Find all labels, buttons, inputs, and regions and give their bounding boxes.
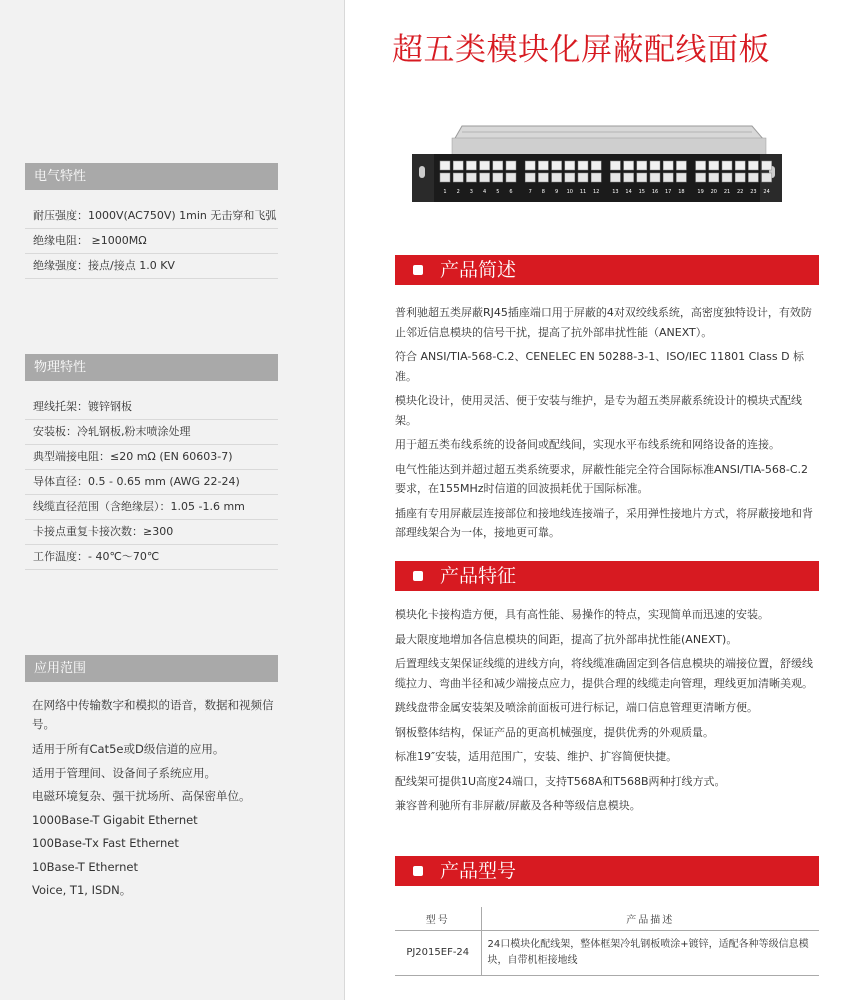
panel-port [440, 161, 450, 170]
panel-port [466, 161, 476, 170]
model-table [395, 907, 819, 976]
square-bullet-icon [413, 866, 423, 876]
port-number: 10 [566, 189, 573, 195]
paragraph: 插座有专用屏蔽层连接部位和接地线连接端子，采用弹性接地片方式，将屏蔽接地和背部理线架合为一体，接地更可靠。 [395, 506, 813, 539]
port-number: 19 [697, 189, 704, 195]
spec-row: 安装板：冷轧钢板,粉末喷涂处理 [25, 420, 278, 445]
port-number: 12 [593, 189, 600, 195]
list-item: Voice, T1, ISDN。 [32, 883, 132, 897]
spec-row: 绝缘电阻： ≥1000MΩ [25, 229, 278, 254]
paragraph: 后置理线支架保证线缆的进线方向，将线缆准确固定到各信息模块的端接位置，舒缓线缆拉力、弯曲半径和减少端接点应力，提供合理的线缆走向管理，理线更加清晰美观。 [395, 657, 813, 690]
spec-row: 理线托架：镀锌钢板 [25, 395, 278, 420]
spec-row: 典型端接电阻：≤20 mΩ (EN 60603-7) [25, 445, 278, 470]
square-bullet-icon [413, 571, 423, 581]
paragraph: 跳线盘带金属安装架及喷涂前面板可进行标记，端口信息管理更清晰方便。 [395, 701, 758, 714]
square-bullet-icon [413, 265, 423, 275]
port-number: 1 [443, 189, 447, 195]
panel-port [565, 161, 575, 170]
port-number: 17 [665, 189, 672, 195]
port-number: 16 [651, 189, 659, 195]
panel-port [591, 161, 601, 170]
application-list [32, 696, 282, 903]
panel-port-lower [709, 173, 719, 182]
panel-port-lower [762, 173, 772, 182]
spec-row: 工作温度：- 40℃～70℃ [25, 545, 278, 570]
panel-port-lower [591, 173, 601, 182]
panel-port-lower [493, 173, 503, 182]
panel-port [538, 161, 548, 170]
application-heading: 应用范围 [25, 655, 278, 682]
panel-port [578, 161, 588, 170]
panel-port-lower [722, 173, 732, 182]
panel-port-lower [453, 173, 463, 182]
panel-port-lower [650, 173, 660, 182]
spec-row: 耐压强度：1000V(AC750V) 1min 无击穿和飞弧 [25, 204, 278, 229]
list-item: 适用于所有Cat5e或D级信道的应用。 [32, 742, 225, 756]
list-item: 1000Base-T Gigabit Ethernet [32, 812, 198, 827]
port-number: 24 [763, 189, 770, 195]
paragraph: 钢板整体结构，保证产品的更高机械强度，提供优秀的外观质量。 [395, 725, 714, 739]
panel-port-lower [637, 173, 647, 182]
models-heading: 产品型号 [440, 860, 517, 882]
panel-port [676, 161, 686, 170]
physical-list [25, 395, 278, 570]
features-text [395, 605, 819, 821]
spec-row: 线缆直径范围（含绝缘层）：1.05 -1.6 mm [25, 495, 278, 520]
panel-port-lower [525, 173, 535, 182]
port-number: 9 [555, 189, 559, 195]
overview-text [395, 303, 819, 548]
features-heading: 产品特征 [440, 565, 517, 587]
paragraph: 标准19″安装，适用范围广，安装、维护、扩容简便快捷。 [395, 750, 678, 763]
description-cell: 24口模块化配线架，整体框架冷轧钢板喷涂+镀锌，适配各种等级信息模块，自带机柜接地线 [481, 930, 819, 975]
panel-port-lower [610, 173, 620, 182]
panel-port-lower [624, 173, 634, 182]
panel-port-lower [578, 173, 588, 182]
table-header-row [395, 907, 819, 930]
panel-port [552, 161, 562, 170]
list-item: 适用于管理间、设备间子系统应用。 [32, 765, 216, 780]
port-number: 3 [469, 189, 473, 195]
panel-port-lower [696, 173, 706, 182]
spec-sidebar [0, 0, 345, 1000]
port-number: 8 [541, 189, 545, 195]
model-cell: PJ2015EF-24 [395, 930, 481, 975]
paragraph: 符合 ANSI/TIA-568-C.2、CENELEC EN 50288-3-1、ISO/IEC 11801 Class D 标准。 [395, 350, 805, 383]
spec-row: 卡接点重复卡接次数：≥300 [25, 520, 278, 545]
panel-port-lower [538, 173, 548, 182]
panel-port-lower [506, 173, 516, 182]
panel-port [610, 161, 620, 170]
list-item: 在网络中传输数字和模拟的语音，数据和视频信号。 [32, 698, 274, 731]
port-number: 21 [723, 189, 731, 195]
panel-port-lower [480, 173, 490, 182]
panel-port [637, 161, 647, 170]
panel-port [696, 161, 706, 170]
paragraph: 兼容普利驰所有非屏蔽/屏蔽及各种等级信息模块。 [395, 799, 641, 812]
port-number: 11 [579, 189, 587, 195]
overview-heading: 产品简述 [440, 259, 517, 281]
panel-port [525, 161, 535, 170]
port-number: 14 [625, 189, 632, 195]
paragraph: 最大限度地增加各信息模块的间距，提高了抗外部串扰性能(ANEXT)。 [395, 632, 738, 646]
paragraph: 模块化卡接构造方便，具有高性能、易操作的特点，实现简单而迅速的安装。 [395, 608, 769, 621]
port-number: 4 [483, 189, 487, 195]
spec-row: 绝缘强度：接点/接点 1.0 KV [25, 254, 278, 279]
panel-port [762, 161, 772, 170]
panel-port-lower [663, 173, 673, 182]
paragraph: 电气性能达到并超过超五类系统要求，屏蔽性能完全符合国际标准ANSI/TIA-568-C.2 要求，在155MHz时信道的回波损耗优于国际标准。 [395, 462, 809, 495]
column-header-model: 型号 [395, 907, 481, 930]
list-item: 100Base-Tx Fast Ethernet [32, 836, 179, 850]
panel-port [650, 161, 660, 170]
panel-port [735, 161, 745, 170]
spec-row: 导体直径：0.5 - 0.65 mm (AWG 22-24) [25, 470, 278, 495]
port-number: 2 [456, 189, 460, 195]
patch-panel-image [412, 124, 782, 206]
panel-port [506, 161, 516, 170]
panel-port-lower [440, 173, 450, 182]
column-header-description: 产品描述 [481, 907, 819, 930]
features-section-bar [395, 561, 819, 591]
panel-port [480, 161, 490, 170]
list-item: 电磁环境复杂、强干扰场所、高保密单位。 [32, 789, 251, 803]
page-title: 超五类模块化屏蔽配线面板 [392, 32, 770, 68]
panel-port [709, 161, 719, 170]
panel-port-lower [552, 173, 562, 182]
electrical-heading: 电气特性 [25, 163, 278, 190]
port-number: 22 [737, 189, 744, 195]
port-number: 7 [528, 189, 532, 195]
port-number: 5 [496, 189, 500, 195]
panel-port-lower [735, 173, 745, 182]
panel-port-lower [565, 173, 575, 182]
port-number: 13 [612, 189, 619, 195]
panel-port-lower [466, 173, 476, 182]
panel-port [748, 161, 758, 170]
paragraph: 普利驰超五类屏蔽RJ45插座端口用于屏蔽的4对双绞线系统，高密度独特设计，有效防止邻近信息模块的信号干扰，提高了抗外部串扰性能（ANEXT）。 [395, 306, 812, 339]
electrical-list [25, 204, 278, 279]
list-item: 10Base-T Ethernet [32, 859, 138, 874]
port-number: 23 [750, 189, 757, 195]
port-number: 15 [638, 189, 645, 195]
panel-port-lower [676, 173, 686, 182]
models-section-bar [395, 856, 819, 886]
panel-port [663, 161, 673, 170]
paragraph: 模块化设计，使用灵活、便于安装与维护，是专为超五类屏蔽系统设计的模块式配线架。 [395, 394, 802, 427]
table-row [395, 930, 819, 975]
panel-port-lower [748, 173, 758, 182]
port-number: 6 [509, 189, 513, 195]
paragraph: 用于超五类布线系统的设备间或配线间，实现水平布线系统和网络设备的连接。 [395, 438, 780, 451]
physical-heading: 物理特性 [25, 354, 278, 381]
port-number: 18 [678, 189, 685, 195]
panel-port [493, 161, 503, 170]
panel-port [453, 161, 463, 170]
port-number: 20 [710, 189, 717, 195]
paragraph: 配线架可提供1U高度24端口，支持T568A和T568B两种打线方式。 [395, 774, 726, 788]
panel-port [722, 161, 732, 170]
panel-port [624, 161, 634, 170]
overview-section-bar [395, 255, 819, 285]
